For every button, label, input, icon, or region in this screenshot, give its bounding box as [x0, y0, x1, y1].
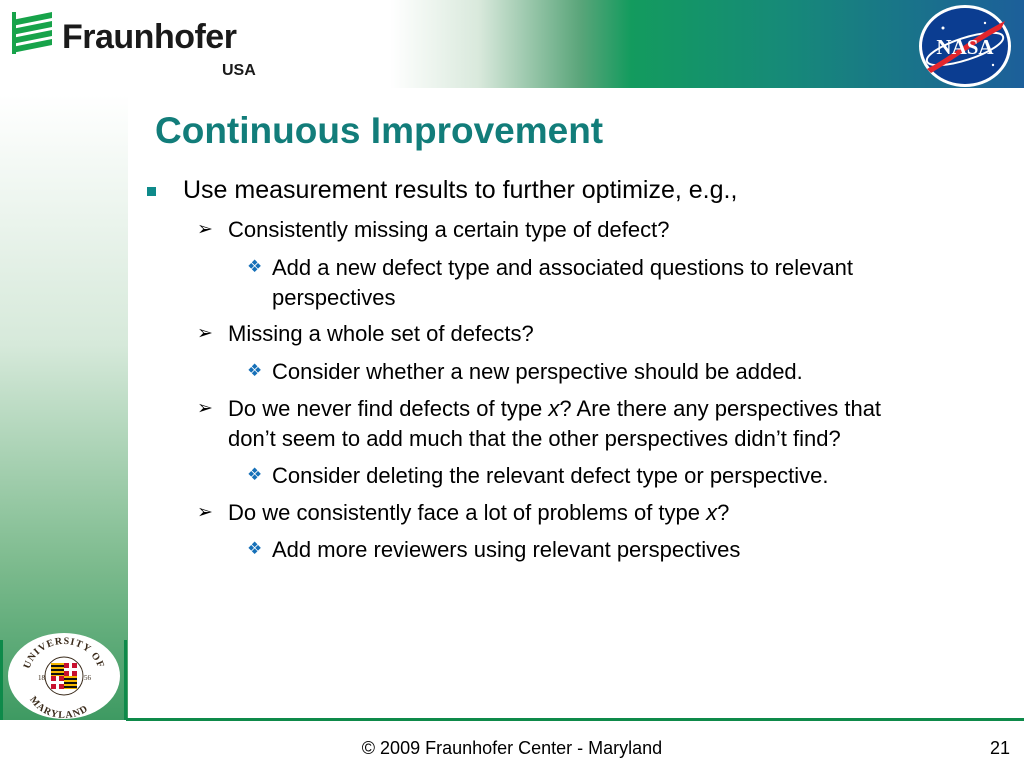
diamond-bullet-icon: ❖: [247, 257, 263, 276]
sub-bullet-3a-text: Consider deleting the relevant defect type or perspective.: [272, 463, 829, 488]
sub-bullet-3-line2: don’t seem to add much that the other perspectives didn’t find?: [228, 426, 841, 451]
left-accent-line: [0, 640, 3, 720]
sub-bullet-3-line1-pre: Do we never find defects of type: [228, 396, 549, 421]
sub-bullet-2a-text: Consider whether a new perspective should be added.: [272, 359, 803, 384]
sub-bullet-3-line1-post: ? Are there any perspectives that: [559, 396, 882, 421]
sub-bullet-3-line1: [228, 396, 881, 422]
diamond-bullet-icon: ❖: [247, 539, 263, 558]
diamond-bullet-icon: ❖: [247, 465, 263, 484]
arrow-bullet-icon: ➢: [197, 502, 213, 523]
seal-text-top: UNIVERSITY OF: [21, 635, 107, 671]
slide-title: Continuous Improvement: [155, 110, 604, 151]
seal-text-bottom: MARYLAND: [27, 694, 91, 720]
sub-bullet-1-text: Consistently missing a certain type of defect?: [228, 217, 670, 242]
seal-year-right: 56: [84, 674, 91, 682]
footer-copyright: © 2009 Fraunhofer Center - Maryland: [361, 738, 663, 758]
arrow-bullet-icon: ➢: [197, 219, 213, 240]
footer-divider-line: [126, 718, 1024, 721]
sub-bullet-1a-line2: perspectives: [272, 285, 396, 310]
nasa-logo-text: NASA: [936, 35, 994, 59]
fraunhofer-logo-icon: [12, 12, 56, 59]
arrow-bullet-icon: ➢: [197, 398, 213, 419]
sub-bullet-3-variable: x: [548, 396, 560, 421]
sub-bullet-4-variable: x: [706, 500, 718, 525]
square-bullet-icon: [147, 187, 156, 196]
seal-year-left: 18: [38, 674, 45, 682]
sub-bullet-4-text: [228, 500, 729, 526]
sub-bullet-4-pre: Do we consistently face a lot of problems of type: [228, 500, 707, 525]
arrow-bullet-icon: ➢: [197, 323, 213, 344]
sub-bullet-4-post: ?: [717, 500, 730, 525]
bullet-main-text: Use measurement results to further optimize, e.g.,: [183, 176, 738, 204]
brand-subtitle: USA: [222, 62, 256, 79]
nasa-logo-icon: [915, 3, 1015, 94]
left-sidebar-gradient: [0, 95, 128, 720]
umd-seal-icon: [6, 632, 122, 725]
sub-bullet-2-text: Missing a whole set of defects?: [228, 321, 534, 346]
sub-bullet-4a-text: Add more reviewers using relevant perspectives: [272, 537, 741, 562]
brand-name: Fraunhofer: [62, 18, 237, 56]
page-number: 21: [990, 738, 1011, 758]
sidebar-divider-line: [124, 640, 127, 720]
sub-bullet-1a-line1: Add a new defect type and associated questions to relevant: [272, 255, 853, 280]
diamond-bullet-icon: ❖: [247, 361, 263, 380]
